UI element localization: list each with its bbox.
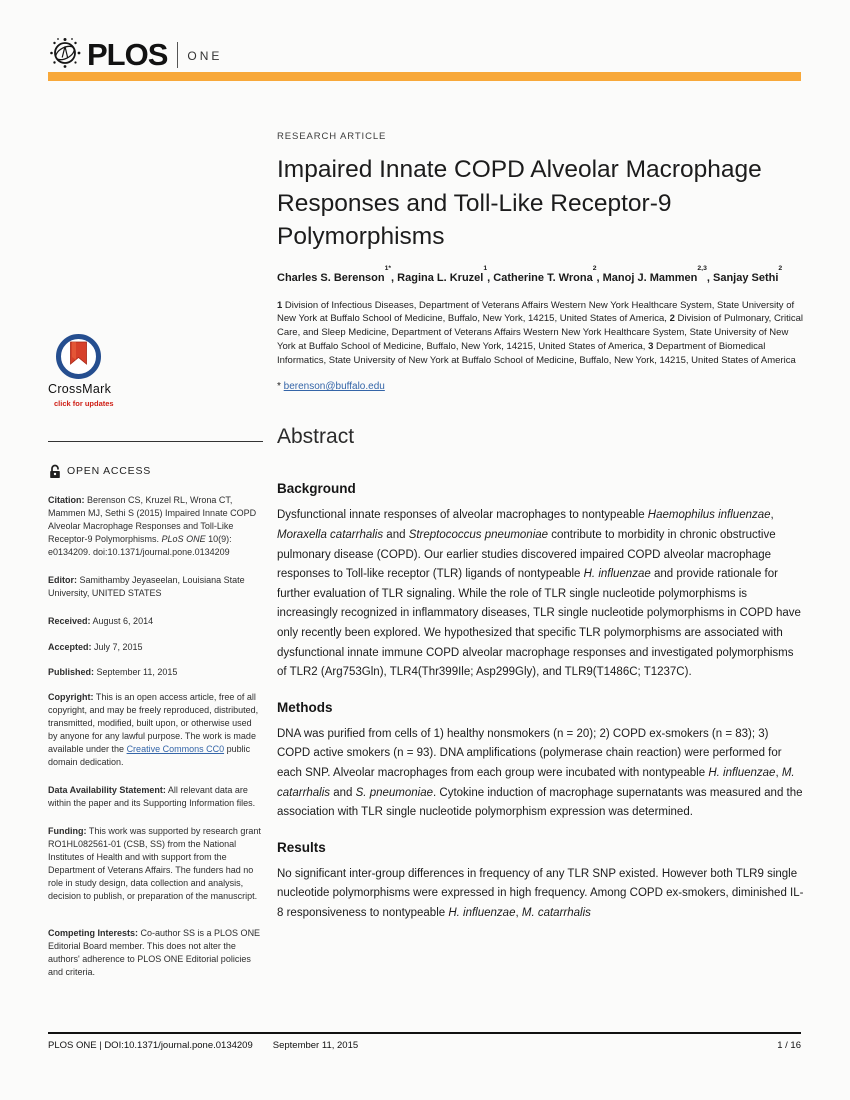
received-text: August 6, 2014	[90, 616, 154, 626]
crossmark-title: CrossMark	[48, 382, 112, 396]
affiliations: 1 Division of Infectious Diseases, Department of Veterans Affairs Western New York Healthcare System, State University of New York at Buffalo School of Medicine, Buffalo, New York, 14215, United States of America, 2 Division of Pulmonary, Critical Care, and Sleep Medicine, Department of Veterans Affairs Western New York Healthcare System, State University of New York at Buffalo School of Medicine, Buffalo, New York, 14215, United States of America, 3 Department of Biomedical Informatics, State University of New York at Buffalo School of Medicine, Buffalo, New York, 14215, United States of America	[277, 299, 803, 366]
footer-page-number: 1 / 16	[777, 1040, 801, 1051]
sidebar-entry-accepted	[48, 641, 263, 654]
published-text: September 11, 2015	[94, 667, 178, 677]
plos-wordmark: PLOS	[87, 36, 168, 72]
copyright-label: Copyright:	[48, 692, 94, 702]
research-article-kicker: RESEARCH ARTICLE	[277, 131, 387, 142]
plos-globe-icon	[47, 34, 83, 75]
open-lock-icon	[48, 464, 62, 479]
footer-journal-doi: PLOS ONE | DOI:10.1371/journal.pone.0134209	[48, 1040, 253, 1051]
background-text: Dysfunctional innate responses of alveolar macrophages to nontypeable Haemophilus influenzae, Moraxella catarrhalis and Streptococcus pneumoniae contribute to morbidity in chronic obstructive pulmonary disease (COPD). Our earlier studies discovered impaired COPD alveolar macrophage responses to Toll-like receptor (TLR) ligands of nontypeable H. influenzae and provide rationale for further evaluation of TLR signaling. While the role of TLR single nucleotide polymorphisms is increasingly recognized in inflammatory diseases, TLR single nucleotide polymorphisms in COPD have only recently been explored. We hypothesized that specific TLR polymorphisms are associated with dysfunctional innate immune COPD alveolar macrophage responses and investigated polymorphisms of TLR2 (Arg753Gln), TLR4(Thr399Ile; Asp299Gly), and TLR9(T1486C; T1237C).	[277, 509, 801, 679]
sidebar-entry-funding	[48, 825, 263, 903]
editor-label: Editor:	[48, 575, 77, 585]
competing-interests-text: Co-author SS is a PLOS ONE Editorial Board member. This does not alter the authors' adherence to PLOS ONE Editorial policies and criteria.	[48, 928, 261, 977]
copyright-text: This is an open access article, free of all copyright, and may be freely reproduced, distributed, transmitted, modified, built upon, or otherwise used by anyone for any lawful purpose. The work is made available under the Creative Commons CC0 public domain dedication.	[48, 692, 259, 767]
authors-line: Charles S. Berenson$^{1*}$, Ragina L. Kruzel$^1$, Catherine T. Wrona$^2$, Manoj J. Mammen$^{2,3}$, Sanjay Sethi$^2$	[277, 265, 783, 284]
text-link[interactable]: Creative Commons CC0	[126, 744, 225, 754]
published-label: Published:	[48, 667, 95, 677]
crossmark-icon	[55, 333, 102, 380]
sidebar-entry-editor	[48, 574, 263, 600]
funding-text: This work was supported by research grant RO1HL082561-01 (CSB, SS) from the National Institutes of Health and with support from the Department of Veterans Affairs. The funders had no role in study design, data collection and analysis, decision to publish, or preparation of the manuscript.	[48, 826, 261, 901]
accepted-text: July 7, 2015	[91, 642, 143, 652]
sidebar-entry-copyright	[48, 691, 263, 769]
editor-text: Samithamby Jeyaseelan, Louisiana State University, UNITED STATES	[48, 575, 245, 598]
main-column	[277, 131, 804, 924]
sidebar-entry-received	[48, 615, 263, 628]
plos-one-label: ONE	[187, 48, 223, 63]
competing-interests-label: Competing Interests:	[48, 928, 139, 938]
accepted-label: Accepted:	[48, 642, 92, 652]
sidebar-entry-competing-interests	[48, 927, 263, 979]
crossmark-badge[interactable]	[48, 333, 158, 410]
citation-label: Citation:	[48, 495, 85, 505]
footer-date: September 11, 2015	[272, 1040, 359, 1051]
sidebar-entry-data-availability	[48, 784, 263, 810]
text-link[interactable]: berenson@buffalo.edu	[283, 381, 385, 393]
orange-rule	[48, 72, 801, 81]
logo-divider	[177, 42, 178, 68]
plos-logo	[47, 34, 222, 75]
footer-rule	[48, 1032, 801, 1034]
data-availability-label: Data Availability Statement:	[48, 785, 166, 795]
sidebar-entry-citation	[48, 494, 263, 559]
received-label: Received:	[48, 616, 91, 626]
open-access-label: OPEN ACCESS	[67, 465, 152, 477]
footer	[48, 1040, 801, 1051]
sidebar-divider	[48, 441, 263, 442]
data-availability-text: All relevant data are within the paper and its Supporting Information files.	[48, 785, 256, 808]
results-heading: Results	[277, 839, 326, 855]
methods-heading: Methods	[277, 699, 333, 715]
article-title: Impaired Innate COPD Alveolar Macrophage Responses and Toll-Like Receptor-9 Polymorphisms	[277, 156, 762, 250]
corresponding-email-line: * berenson@buffalo.edu	[277, 381, 385, 393]
open-access-badge	[48, 464, 263, 479]
sidebar	[48, 333, 263, 979]
abstract-heading: Abstract	[277, 425, 355, 449]
methods-text: DNA was purified from cells of 1) healthy nonsmokers (n = 20); 2) COPD ex-smokers (n = 83); 3) COPD active smokers (n = 93). DNA amplifications (polymerase chain reaction) were performed for each SNP. Alveolar macrophages from each group were incubated with nontypeable H. influenzae, M. catarrhalis and S. pneumoniae. Cytokine induction of macrophage supernatants was measured and the association with TLR single nucleotide polymorphism expression was determined.	[277, 727, 803, 819]
sidebar-entry-published	[48, 666, 263, 679]
funding-label: Funding:	[48, 826, 87, 836]
crossmark-subtitle: click for updates	[54, 399, 114, 408]
results-text: No significant inter-group differences in frequency of any TLR SNP existed. However both TLR9 single nucleotide polymorphisms were expressed in high frequency. Among COPD ex-smokers, diminished IL-8 responsiveness to nontypeable H. influenzae, M. catarrhalis	[277, 867, 804, 919]
citation-text: Berenson CS, Kruzel RL, Wrona CT, Mammen MJ, Sethi S (2015) Impaired Innate COPD Alveolar Macrophage Responses and Toll-Like Receptor-9 Polymorphisms. PLoS ONE 10(9): e0134209. doi:10.1371/journal.pone.0134209	[48, 495, 257, 557]
background-heading: Background	[277, 481, 356, 497]
